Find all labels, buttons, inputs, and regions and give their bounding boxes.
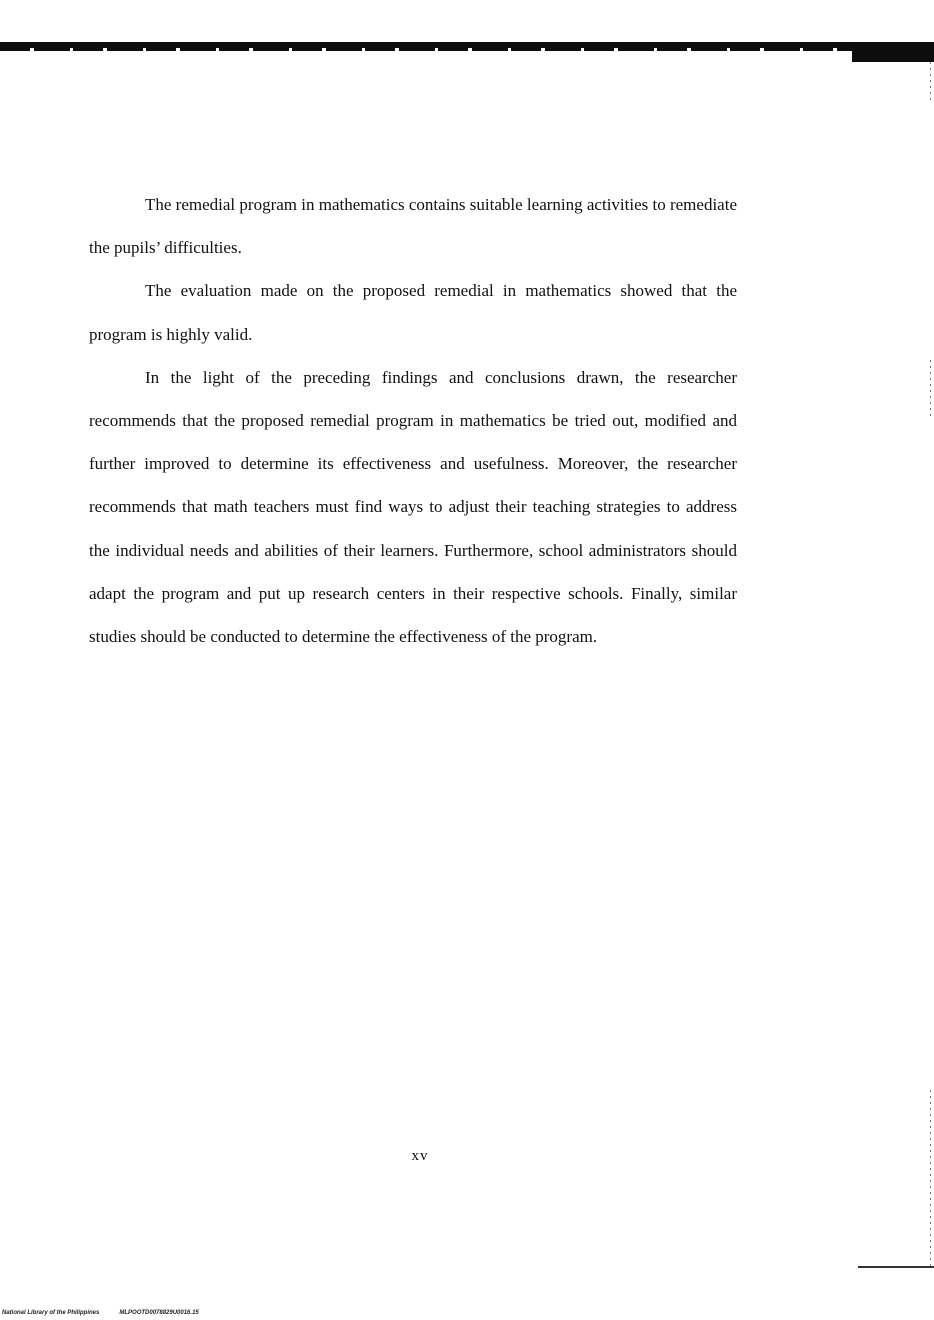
page-number: xv (411, 1148, 429, 1164)
paragraph-2: The evaluation made on the proposed remedial in mathematics showed that the program is highly valid. (89, 281, 737, 344)
footer-library: National Library of the Philippines (2, 1310, 100, 1316)
scan-edge-line-middle (930, 360, 931, 420)
footer-watermark (2, 1310, 199, 1316)
paragraph-3: In the light of the preceding findings and conclusions drawn, the researcher recommends that the proposed remedial program in mathematics be tried out, modified and further improved to determine its effectiveness and usefulness. Moreover, the researcher recommends that math teachers must find ways to adjust their teaching strategies to address the individual needs and abilities of their learners. Furthermore, school administrators should adapt the program and put up research centers in their respective schools. Finally, similar studies should be conducted to determine the effectiveness of the program. (89, 367, 737, 647)
scan-edge-noise (0, 48, 852, 51)
scan-edge-line-bottom (930, 1090, 931, 1266)
document-body (89, 183, 737, 658)
scan-edge-bottom-mark (858, 1266, 934, 1268)
footer-record-id: MLPOOTD0078829U0016.15 (119, 1310, 199, 1316)
paragraph-1: The remedial program in mathematics contains suitable learning activities to remediate the pupils’ difficulties. (89, 195, 737, 258)
scan-edge-line-top (930, 62, 931, 102)
scan-corner-mark (852, 42, 934, 62)
